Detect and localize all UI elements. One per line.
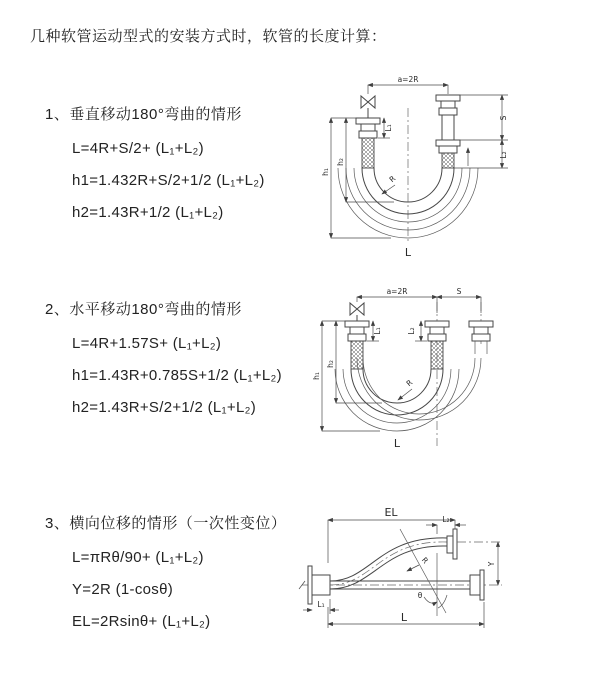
dim-label-el: EL <box>384 506 398 519</box>
dimension-h1 <box>312 321 380 431</box>
diagram-vertical-180-bend <box>316 70 534 266</box>
angle-label-theta: θ <box>417 591 423 600</box>
dimension-el <box>328 506 455 563</box>
middle-fitting <box>425 321 449 369</box>
dim-label-h1: h₁ <box>312 372 321 380</box>
dimension-a2r <box>357 287 437 313</box>
dim-label-a2r: a=2R <box>386 287 408 296</box>
valve-icon <box>350 303 364 321</box>
dim-label-l: L <box>400 611 408 624</box>
left-flange <box>308 566 330 604</box>
formula-line: h1=1.432R+S/2+1/2 (L₁+L₂) <box>72 172 265 189</box>
dimension-s <box>437 287 481 313</box>
formula-line: L=πRθ/90+ (L₁+L₂) <box>72 549 204 566</box>
section-1-heading: 1、垂直移动180°弯曲的情形 <box>45 106 242 123</box>
braided-hose-section <box>351 341 363 369</box>
right-fitting <box>436 95 460 168</box>
formula-line: h2=1.43R+S/2+1/2 (L₁+L₂) <box>72 399 257 416</box>
dim-label-l2: L₂ <box>442 515 450 524</box>
formula-line: L=4R+S/2+ (L₁+L₂) <box>72 140 204 157</box>
dimension-l2 <box>454 140 508 168</box>
section-3-heading: 3、横向位移的情形（一次性变位） <box>45 515 287 532</box>
dim-label-s: S <box>456 287 462 296</box>
valve-icon <box>361 96 375 118</box>
dim-label-a2r: a=2R <box>397 75 419 84</box>
dim-label-h2: h₂ <box>326 360 335 368</box>
dim-label-l1: L₁ <box>373 327 382 335</box>
page-title: 几种软管运动型式的安装方式时，软管的长度计算： <box>30 28 387 45</box>
left-fitting <box>345 321 369 369</box>
dimension-a2r <box>368 75 448 94</box>
dimension-l2 <box>407 321 427 341</box>
radius-label: R <box>387 173 398 185</box>
dim-label-bottom-l: L <box>404 246 412 259</box>
braided-hose-section <box>362 138 374 168</box>
braided-hose-section <box>442 153 454 168</box>
formula-line: Y=2R (1-cosθ) <box>72 581 174 598</box>
dimension-l2 <box>426 515 466 534</box>
dimension-l <box>328 602 484 628</box>
upper-right-flange <box>447 529 457 559</box>
section-1 <box>45 103 345 229</box>
dimension-h1 <box>321 118 391 238</box>
formula-line: L=4R+1.57S+ (L₁+L₂) <box>72 335 222 352</box>
radius-label: R <box>404 377 415 389</box>
left-fitting <box>356 118 380 168</box>
diagram-horizontal-180-bend <box>310 280 600 462</box>
section-2 <box>45 298 345 424</box>
radius-callout <box>382 174 397 194</box>
dim-label-h1: h₁ <box>321 168 330 176</box>
dimension-s <box>460 95 508 140</box>
dim-label-l2: L₂ <box>499 151 508 159</box>
dim-label-l1: L₁ <box>317 600 325 609</box>
dim-label-y: Y <box>487 561 496 567</box>
diagram-lateral-displacement <box>296 503 600 643</box>
dim-label-l2: L₂ <box>407 327 416 335</box>
radius-callout <box>398 378 414 400</box>
dim-label-s: S <box>499 115 508 121</box>
formula-line: EL=2Rsinθ+ (L₁+L₂) <box>72 613 211 630</box>
formula-line: h1=1.43R+0.785S+1/2 (L₁+L₂) <box>72 367 282 384</box>
formula-line: h2=1.43R+1/2 (L₁+L₂) <box>72 204 224 221</box>
dim-label-h2: h₂ <box>336 158 345 166</box>
lower-right-flange <box>470 570 484 600</box>
dim-label-l1: L₁ <box>384 124 393 132</box>
radius-label: R <box>419 555 431 566</box>
section-2-heading: 2、水平移动180°弯曲的情形 <box>45 301 242 318</box>
braided-hose-section <box>431 341 443 369</box>
right-fitting <box>469 321 493 354</box>
dim-label-bottom-l: L <box>393 437 401 450</box>
